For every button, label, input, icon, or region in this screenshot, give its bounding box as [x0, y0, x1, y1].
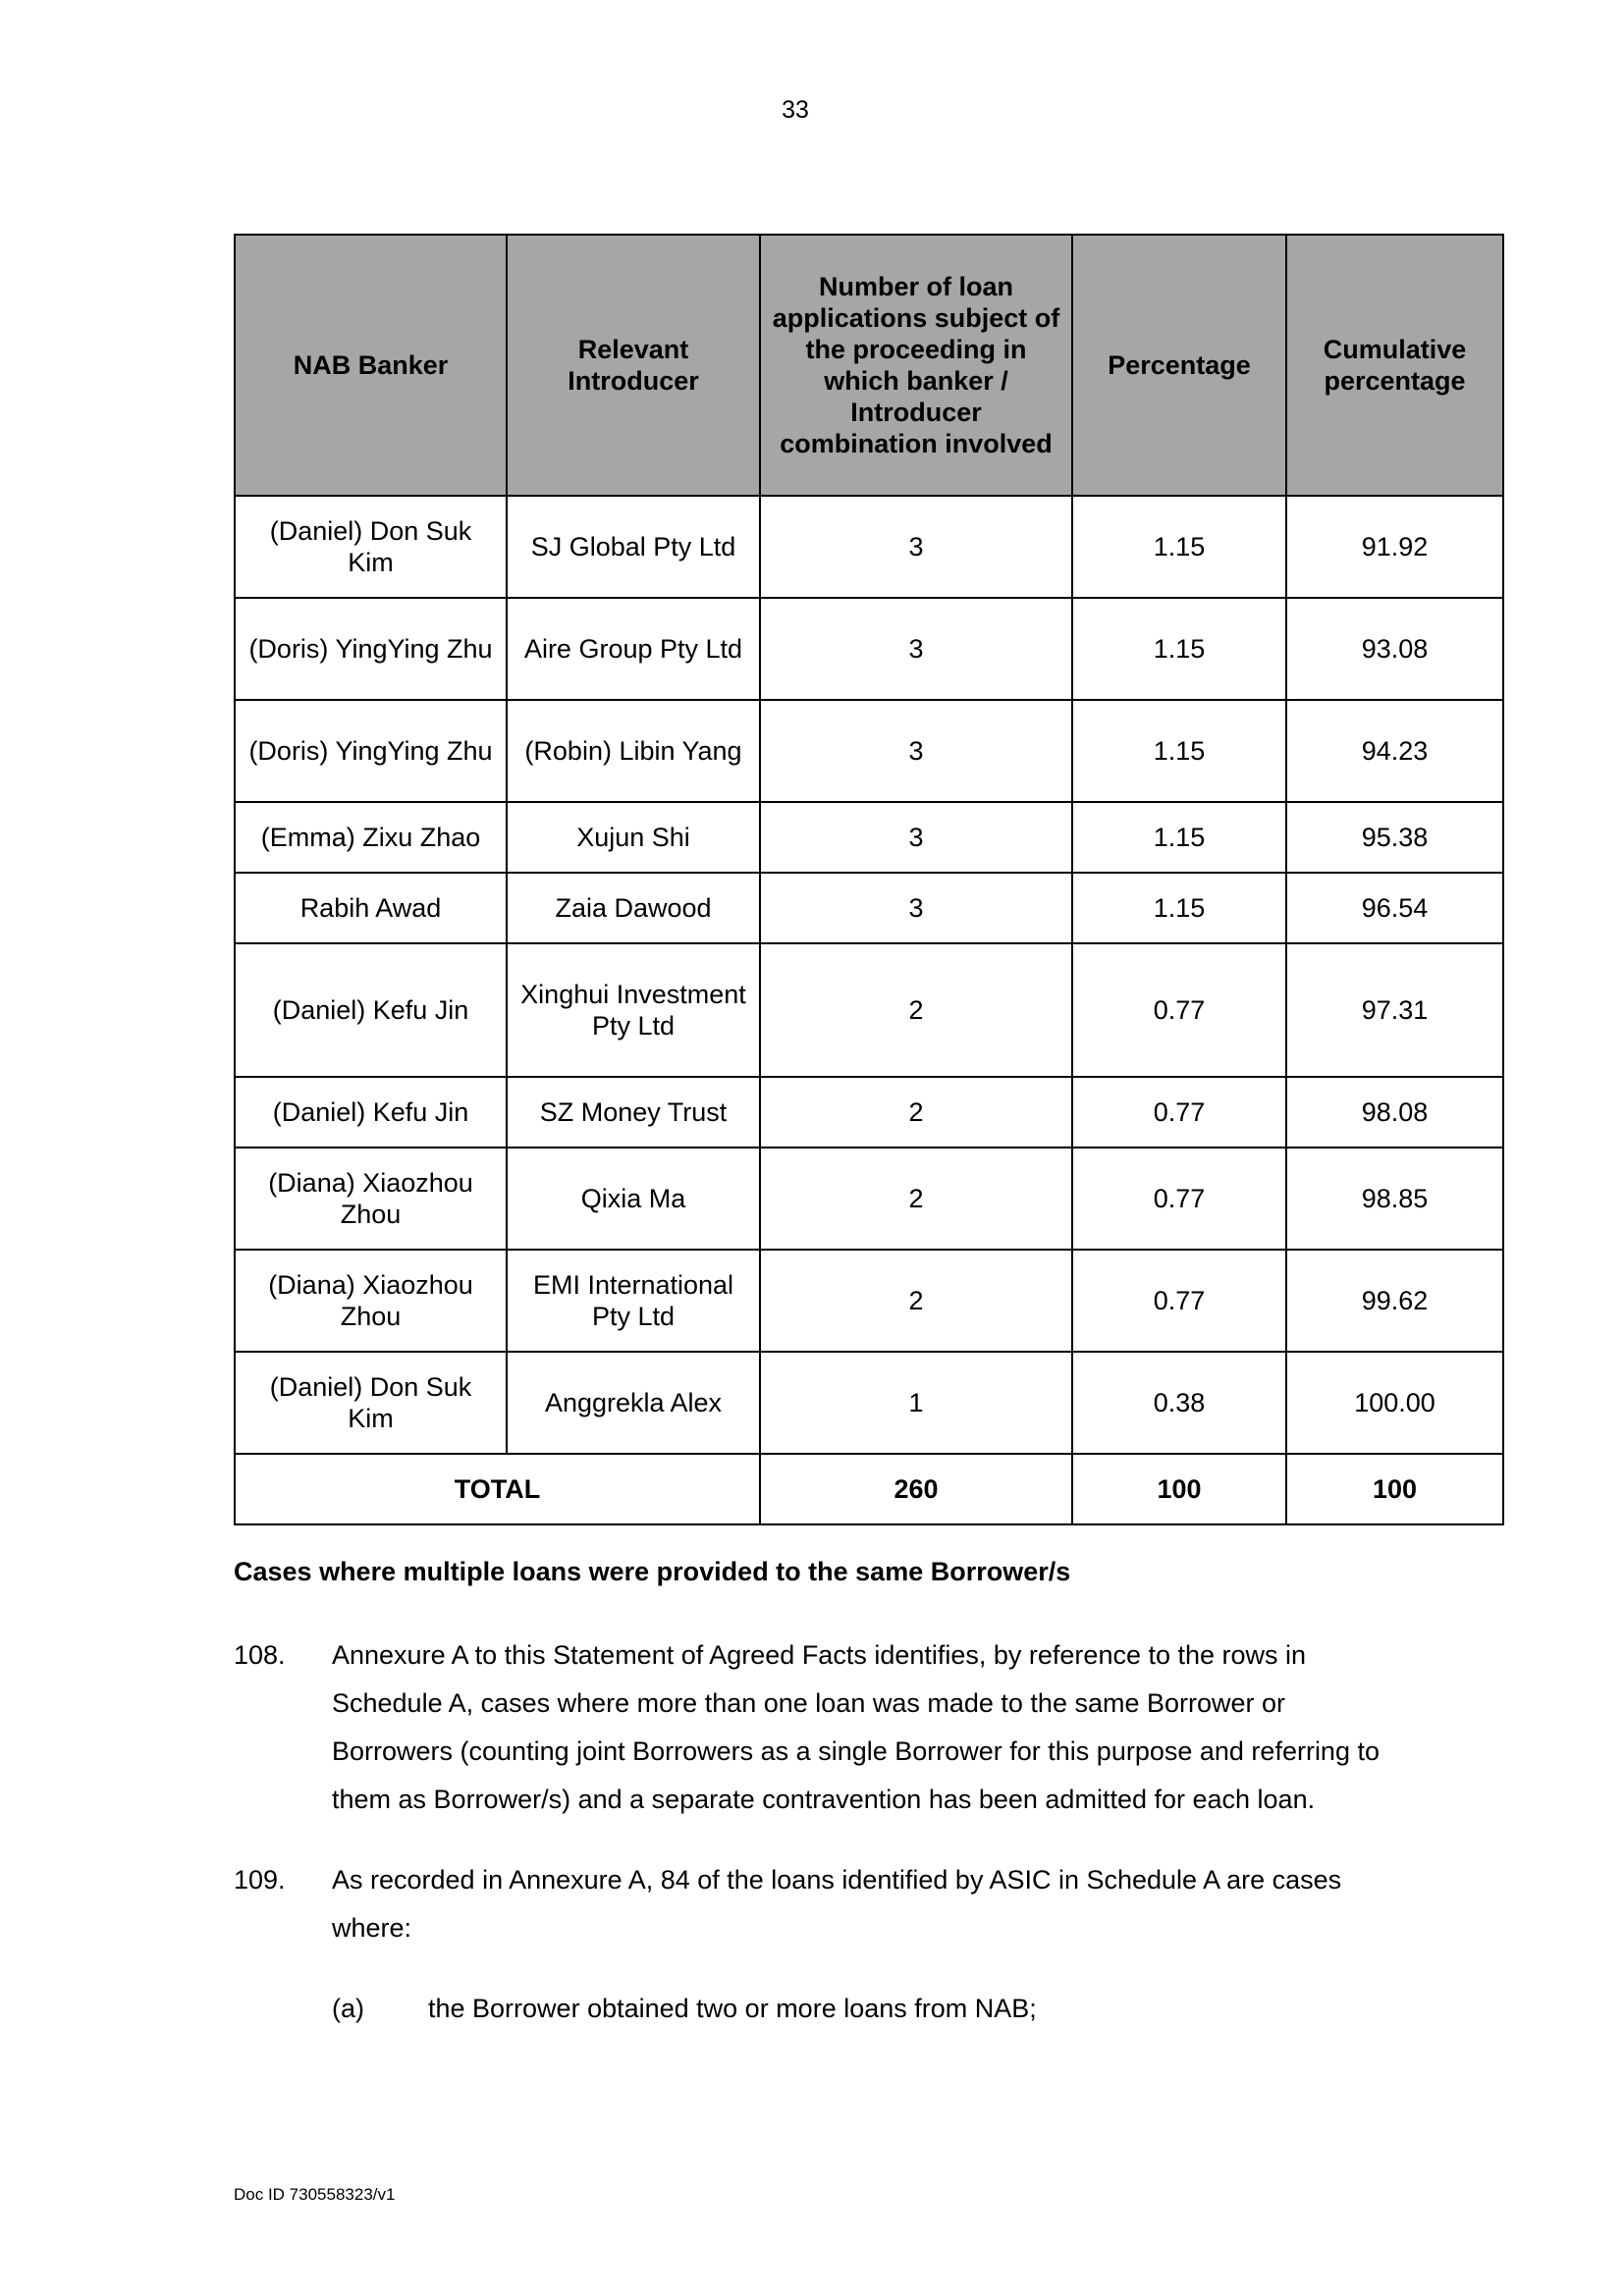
cell-introducer: Xinghui Investment Pty Ltd: [507, 943, 760, 1077]
cell-cumulative: 95.38: [1286, 802, 1503, 873]
cell-cumulative: 93.08: [1286, 598, 1503, 700]
table-row: [235, 1077, 1503, 1148]
cell-count: 3: [760, 496, 1072, 598]
total-count: 260: [760, 1454, 1072, 1524]
paragraph-109: [234, 1856, 1412, 1952]
cell-introducer: Zaia Dawood: [507, 873, 760, 943]
cell-percentage: 0.77: [1072, 1077, 1286, 1148]
table-row: [235, 700, 1503, 802]
cell-banker: (Daniel) Don Suk Kim: [235, 1352, 507, 1454]
cell-introducer: Aire Group Pty Ltd: [507, 598, 760, 700]
table-row: [235, 496, 1503, 598]
cell-percentage: 1.15: [1072, 496, 1286, 598]
cell-introducer: Qixia Ma: [507, 1148, 760, 1250]
cell-count: 2: [760, 1250, 1072, 1352]
doc-id-footer: Doc ID 730558323/v1: [234, 2185, 396, 2204]
cell-count: 2: [760, 1148, 1072, 1250]
table-row: [235, 873, 1503, 943]
section-heading: Cases where multiple loans were provided to the same Borrower/s: [234, 1557, 1071, 1586]
cell-introducer: SJ Global Pty Ltd: [507, 496, 760, 598]
header-percentage: Percentage: [1072, 235, 1286, 496]
cell-percentage: 1.15: [1072, 873, 1286, 943]
cell-banker: (Doris) YingYing Zhu: [235, 700, 507, 802]
table-row: [235, 1148, 1503, 1250]
subparagraph-number: (a): [332, 1994, 364, 2023]
cell-introducer: SZ Money Trust: [507, 1077, 760, 1148]
paragraph-108: [234, 1631, 1412, 1824]
cell-banker: (Daniel) Kefu Jin: [235, 943, 507, 1077]
table-row: [235, 943, 1503, 1077]
cell-cumulative: 96.54: [1286, 873, 1503, 943]
cell-percentage: 1.15: [1072, 802, 1286, 873]
paragraph-text: Annexure A to this Statement of Agreed Facts identifies, by reference to the rows in Schedule A, cases where more than one loan was made to the same Borrower or Borrowers (counting joint Borrowers as a single Borrower for this purpose and referring to them as Borrower/s) and a separate contravention has been admitted for each loan.: [332, 1640, 1380, 1814]
cell-cumulative: 94.23: [1286, 700, 1503, 802]
table-row: [235, 1250, 1503, 1352]
page-number: 33: [782, 96, 809, 124]
cell-count: 3: [760, 802, 1072, 873]
cell-cumulative: 91.92: [1286, 496, 1503, 598]
paragraph-number: 109.: [234, 1865, 286, 1895]
table-header-row: [235, 235, 1503, 496]
cell-introducer: Xujun Shi: [507, 802, 760, 873]
cell-banker: (Diana) Xiaozhou Zhou: [235, 1148, 507, 1250]
cell-cumulative: 99.62: [1286, 1250, 1503, 1352]
cell-cumulative: 97.31: [1286, 943, 1503, 1077]
cell-percentage: 0.38: [1072, 1352, 1286, 1454]
cell-count: 2: [760, 1077, 1072, 1148]
subparagraph-a: [332, 1985, 1037, 2033]
cell-cumulative: 98.08: [1286, 1077, 1503, 1148]
cell-banker: Rabih Awad: [235, 873, 507, 943]
cell-count: 3: [760, 700, 1072, 802]
header-relevant-introducer: Relevant Introducer: [507, 235, 760, 496]
total-cumulative: 100: [1286, 1454, 1503, 1524]
cell-percentage: 1.15: [1072, 598, 1286, 700]
cell-percentage: 0.77: [1072, 1148, 1286, 1250]
paragraph-text: As recorded in Annexure A, 84 of the loans identified by ASIC in Schedule A are cases where:: [332, 1865, 1342, 1943]
table-row: [235, 598, 1503, 700]
cell-count: 2: [760, 943, 1072, 1077]
cell-cumulative: 100.00: [1286, 1352, 1503, 1454]
table-row: [235, 802, 1503, 873]
cell-count: 3: [760, 873, 1072, 943]
cell-count: 1: [760, 1352, 1072, 1454]
header-nab-banker: NAB Banker: [235, 235, 507, 496]
table-row: [235, 1352, 1503, 1454]
cell-banker: (Emma) Zixu Zhao: [235, 802, 507, 873]
loan-applications-table: [234, 234, 1504, 1525]
paragraph-number: 108.: [234, 1640, 286, 1670]
header-number-of-loan-applications: Number of loan applications subject of the proceeding in which banker / Introducer combination involved: [760, 235, 1072, 496]
cell-cumulative: 98.85: [1286, 1148, 1503, 1250]
table-total-row: [235, 1454, 1503, 1524]
cell-count: 3: [760, 598, 1072, 700]
cell-banker: (Daniel) Kefu Jin: [235, 1077, 507, 1148]
cell-percentage: 0.77: [1072, 943, 1286, 1077]
cell-banker: (Diana) Xiaozhou Zhou: [235, 1250, 507, 1352]
cell-banker: (Daniel) Don Suk Kim: [235, 496, 507, 598]
subparagraph-text: the Borrower obtained two or more loans from NAB;: [428, 1994, 1037, 2023]
cell-introducer: (Robin) Libin Yang: [507, 700, 760, 802]
cell-percentage: 0.77: [1072, 1250, 1286, 1352]
cell-introducer: Anggrekla Alex: [507, 1352, 760, 1454]
header-cumulative-percentage: Cumulative percentage: [1286, 235, 1503, 496]
cell-introducer: EMI International Pty Ltd: [507, 1250, 760, 1352]
total-label: TOTAL: [235, 1454, 760, 1524]
cell-banker: (Doris) YingYing Zhu: [235, 598, 507, 700]
total-percentage: 100: [1072, 1454, 1286, 1524]
cell-percentage: 1.15: [1072, 700, 1286, 802]
